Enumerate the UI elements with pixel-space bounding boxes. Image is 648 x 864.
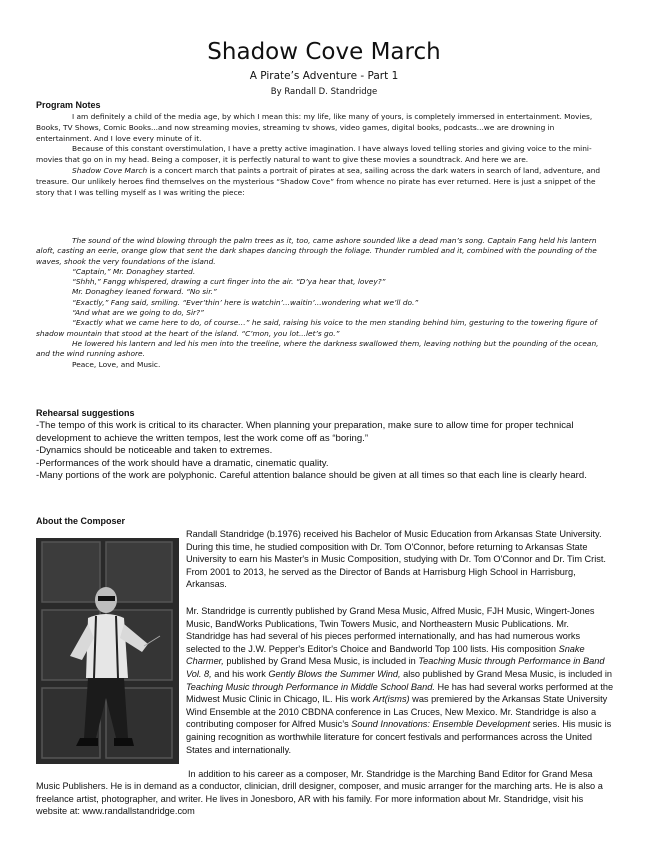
story-paragraph: “And what are we going to do, Sir?” [72,308,204,318]
bio-text: In addition to his career as a composer, Mr. Standridge is the Marching Band Editor for Grand Mesa Music Publishers. He is in demand as a conductor, clinician, drill designer, composer, and music arranger for the marching arts. He is also a freelance artist, photographer, and writer. He lives in Jonesboro, AR with his family. For more information about Mr. Standridge, visit his website at: www.randallstandridge.com [36,769,603,817]
composer-heading: About the Composer [36,516,125,526]
composer-bio-paragraph: Randall Standridge (b.1976) received his Bachelor of Music Education from Arkansas State University. During this time, he studied composition with Dr. Tom O'Connor, before returning to Arkansas State University to earn his Master's in Music Composition, studying with Dr. Tom O'Connor and Dr. Tim Crist. From 2001 to 2013, he served as the Director of Bands at Harrisburg High School in Harrisburg, Arkansas. [186,529,606,590]
closing-line: Peace, Love, and Music. [72,359,161,369]
bio-text: was premiered by the Arkansas State University Wind Ensemble at the 2010 CBDNA conference in Las Cruces, New Mexico. Mr. Standridge is also a contributing composer for Alfred Music’s [186,694,608,730]
notes-paragraph-text: is a concert march that paints a portrait of pirates at sea, sailing across the dark waters in search of land, adventure, and treasure. Our unlikely heroes find themselves on the mysterious “Shadow Cove” from whence no pirate has ever returned. Here is just a snippet of the story that I was telling myself as I was writing the piece: [36,165,601,197]
notes-paragraph [36,166,612,198]
bio-text: series. His music is gaining recognition as worthwhile literature for concert festivals and performances across the United States and internationally. [186,719,612,755]
bio-text: and his work [211,668,269,679]
composer-portrait-illustration [36,538,179,764]
bio-work-title: Snake Charmer, [186,643,585,667]
rehearsal-item: -Dynamics should be noticeable and taken to extremes. [36,445,273,457]
notes-paragraph: Because of this constant overstimulation, I have a pretty active imagination. I have always loved telling stories and giving voice to the mini-movies that go on in my head. Being a composer, it is perfectly natural to want to give these movies a soundtrack. And here we are. [36,144,592,165]
composer-photo [36,538,179,764]
bio-book-title: Teaching Music through Performance in Band Vol. 8, [186,656,605,679]
rehearsal-item: -Many portions of the work are polyphonic. Careful attention balance should be given at all times so that each line is clearly heard. [36,470,587,482]
bio-work-title: Art(isms) [372,694,410,705]
program-notes [36,112,612,198]
rehearsal-suggestions [36,420,616,483]
rehearsal-item: -Performances of the work should have a dramatic, cinematic quality. [36,457,329,469]
bio-text: also published by Grand Mesa Music, is included in [400,668,612,679]
story-paragraph: The sound of the wind blowing through the palm trees as it, too, came ashore sounded like a dead man’s song. Captain Fang held his lantern aloft, casting an eerie, orange glow that sent the dark shapes dancing through the foliage. Thunder rumbled and it, combined with the pounding of the waves, shook the very foundations of the island. [36,236,597,266]
notes-paragraph: I am definitely a child of the media age, by which I mean this: my life, like many of yours, is completely immersed in entertainment. Movies, Books, TV Shows, Comic Books...and now streaming movies, streaming tv shows, video games, digital books, podcasts...we are drowning in entertainment. And I love every minute of it. [36,112,593,143]
rehearsal-item: -The tempo of this work is critical to its character. When planning your preparation, make sure to allow time for proper technical development to achieve the written tempos, lest the work come off as “boring.” [36,420,574,444]
page-title: Shadow Cove March [207,39,441,65]
story-paragraph: “Shhh,” Fangg whispered, drawing a curt finger into the air. “D’ya hear that, lovey?” [72,277,386,287]
composer-bio-paragraph [186,605,614,756]
story-paragraph: He lowered his lantern and led his men into the treeline, where the darkness swallowed them, leaving nothing but the pounding of the ocean, and the wind running ashore. [36,338,599,359]
bio-book-title: Teaching Music through Performance in Middle School Band. [186,681,435,692]
story-paragraph: “Captain,” Mr. Donaghey started. [72,266,196,276]
bio-text: Mr. Standridge is currently published by Grand Mesa Music, Alfred Music, FJH Music, Wingert-Jones Music, BandWorks Publications, Twin Towers Music, and Northeastern Music Publications. Mr. Standridge has had several of his pieces performed internationally, and has had numerous works selected to the J.W. Pepper's Editor's Choice and Bandworld Top 100 lists. His composition [186,606,595,654]
story-paragraph: Mr. Donaghey leaned forward. “No sir.” [72,287,217,297]
bio-series-title: Sound Innovations: Ensemble Development [351,719,531,730]
story-paragraph: “Exactly,” Fang said, smiling. “Ever’thin’ here is watchin’...waitin’...wondering what we’ll do.” [72,297,419,307]
notes-work-title: Shadow Cove March [72,165,148,175]
story-excerpt [36,236,612,370]
composer-bio-paragraph [36,768,616,818]
byline: By Randall D. Standridge [270,87,378,97]
page-subtitle: A Pirate’s Adventure - Part 1 [249,70,399,82]
bio-work-title: Gently Blows the Summer Wind, [268,668,401,679]
story-paragraph: “Exactly what we came here to do, of course…” he said, raising his voice to the men standing behind him, gesturing to the towering figure of shadow mountain that stood at the heart of the island. “C’mon, you lot...let’s go.” [36,318,597,338]
bio-text: published by Grand Mesa Music, is included in [223,656,419,667]
bio-text: He has had several works performed at the Midwest Music Clinic in Chicago, IL. His work [186,681,614,705]
rehearsal-heading: Rehearsal suggestions [36,408,135,418]
program-notes-heading: Program Notes [36,100,101,110]
